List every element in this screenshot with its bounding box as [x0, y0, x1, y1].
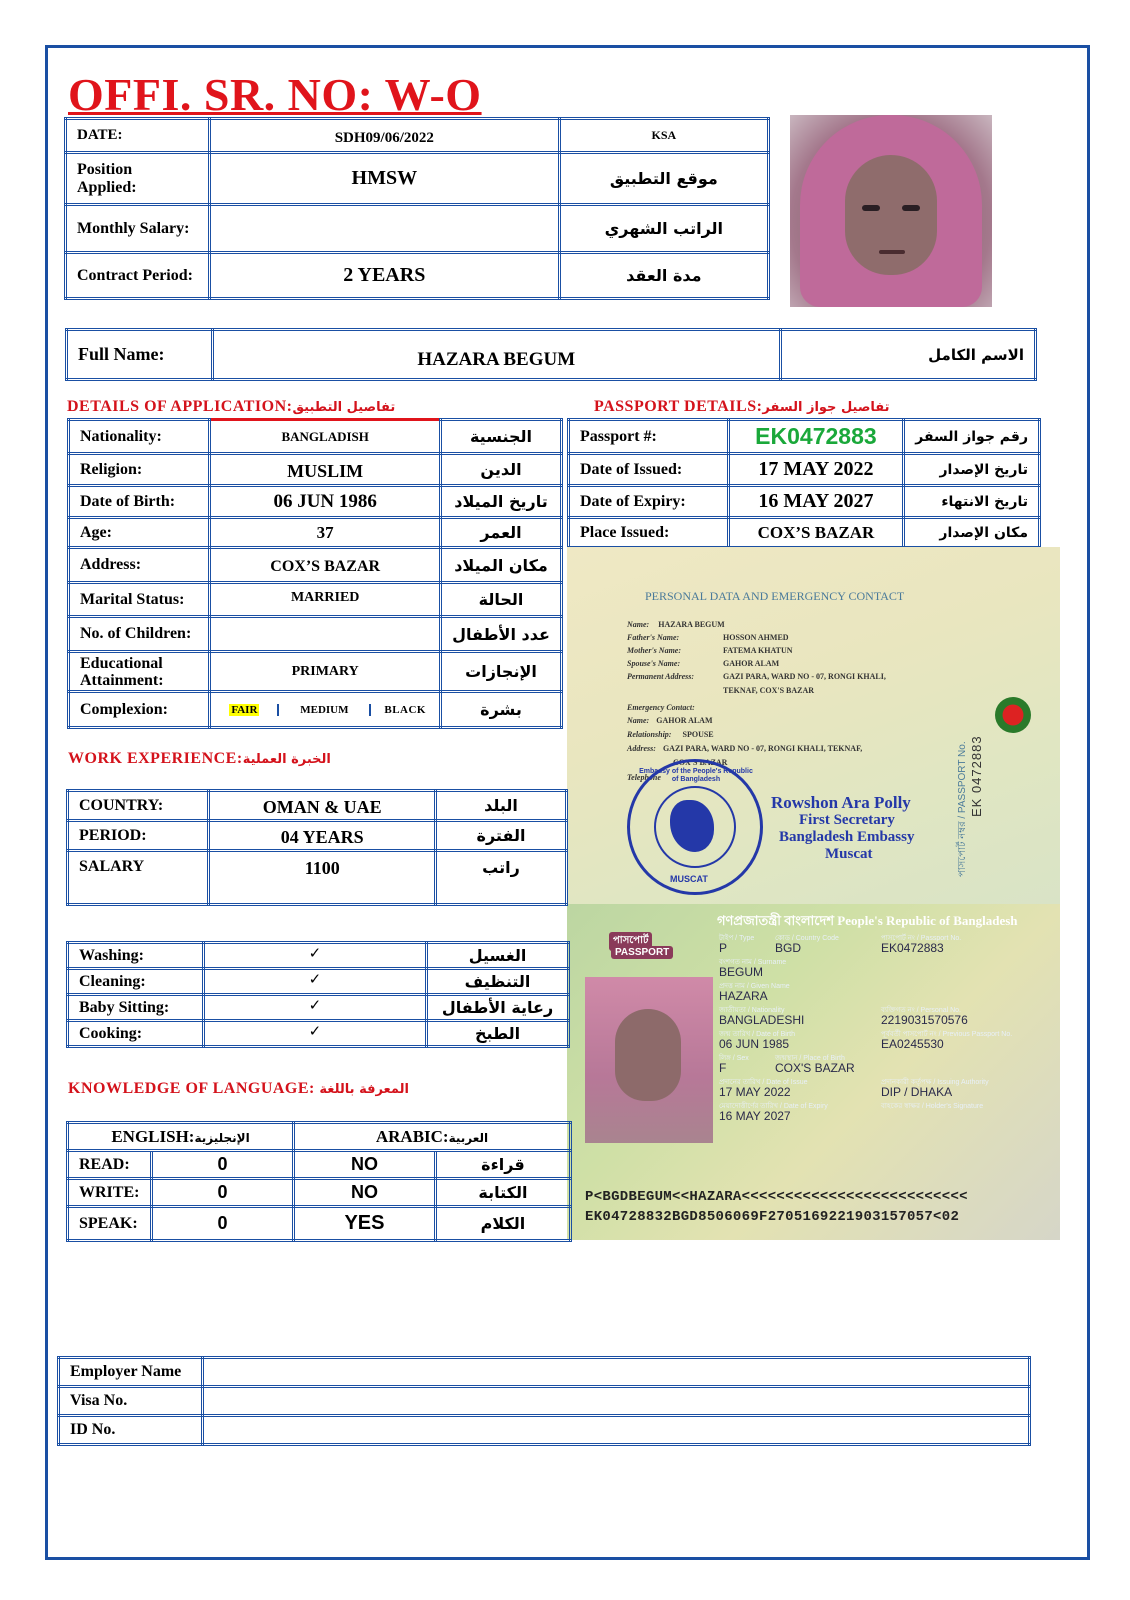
authority-label: প্রদানকারী কর্তৃপক্ষ / Issuing Authority: [881, 1079, 989, 1086]
visa-no-value: [202, 1387, 1029, 1416]
complexion-options: [210, 692, 441, 728]
photo-face: [845, 155, 937, 275]
age-value: 37: [210, 518, 441, 548]
skill-cleaning-label: Cleaning:: [68, 969, 204, 995]
signer-name: Rowshon Ara Polly: [771, 793, 911, 812]
issue-date-label: Date of Issued:: [569, 454, 729, 486]
education-value: PRIMARY: [210, 652, 441, 692]
complexion-label-ar: بشرة: [441, 692, 562, 728]
dob-scan-value: 06 JUN 1985: [719, 1037, 790, 1051]
skill-babysitting-check: ✓: [203, 995, 426, 1021]
read-arabic-value: NO: [294, 1151, 436, 1179]
salary-label: Monthly Salary:: [66, 205, 210, 253]
mrz-line-2: EK04728832BGD8506069F2705169221903157057<02: [585, 1209, 960, 1225]
speak-arabic-value: YES: [294, 1207, 436, 1241]
passport-page-title: PERSONAL DATA AND EMERGENCY CONTACT: [645, 589, 905, 603]
write-label: WRITE:: [68, 1179, 152, 1207]
signer-city: Muscat: [825, 846, 873, 862]
complexion-option-medium: MEDIUM: [279, 704, 371, 716]
type-label: টাইপ / Type: [719, 935, 755, 942]
expiry-date-value: 16 MAY 2027: [728, 486, 904, 518]
work-salary-label: SALARY: [68, 851, 209, 905]
passport-no-label: পাসপোর্ট নং / Passport No.: [881, 935, 962, 942]
place-issued-label-ar: مكان الإصدار: [904, 518, 1040, 548]
marital-label: Marital Status:: [69, 583, 210, 617]
header-table: [64, 117, 770, 300]
contract-value: 2 YEARS: [209, 253, 559, 299]
work-country-label: COUNTRY:: [68, 791, 209, 821]
religion-label-ar: الدين: [441, 454, 562, 486]
skill-cooking-label-ar: الطبخ: [427, 1021, 569, 1047]
dob-scan-label: জন্ম তারিখ / Date of Birth: [719, 1031, 795, 1038]
pp-em-name-line: Name: GAHOR ALAM: [627, 716, 713, 725]
dob-value: 06 JUN 1986: [210, 486, 441, 518]
pp-perm-line-2: TEKNAF, COX'S BAZAR: [723, 686, 815, 695]
full-name-label: Full Name:: [67, 330, 213, 380]
pp-name-line: Name: HAZARA BEGUM: [627, 620, 725, 629]
surname-label: বংশগত নাম / Surname: [719, 959, 787, 966]
sex-value: F: [719, 1061, 727, 1075]
pp-spouse-line: Spouse's Name: GAHOR ALAM: [627, 659, 780, 668]
personal-no-label: ব্যক্তিগত নং / Personal No.: [881, 1007, 962, 1014]
applicant-photo: [790, 115, 992, 307]
expiry-date-label: Date of Expiry:: [569, 486, 729, 518]
salary-value: [209, 205, 559, 253]
issue-date-value: 17 MAY 2022: [728, 454, 904, 486]
full-name-label-ar: الاسم الكامل: [780, 330, 1035, 380]
complexion-option-black: BLACK: [384, 703, 426, 716]
full-name-value: HAZARA BEGUM: [212, 330, 780, 380]
personal-no-value: 2219031570576: [881, 1013, 968, 1027]
passport-no-value: EK0472883: [881, 941, 944, 955]
write-english-value: 0: [151, 1179, 293, 1207]
work-period-label-ar: الفترة: [435, 821, 566, 851]
marital-value: MARRIED: [210, 583, 441, 617]
passport-word: PASSPORT: [611, 946, 673, 959]
doe-label: মেয়াদোত্তীর্ণের তারিখ / Date of Expiry: [719, 1103, 828, 1110]
children-value: [210, 617, 441, 652]
doe-value: 16 MAY 2027: [719, 1109, 791, 1123]
position-value: HMSW: [209, 153, 559, 205]
skill-washing-label: Washing:: [68, 943, 204, 969]
passport-photo: [585, 977, 713, 1143]
skill-cleaning-label-ar: التنظيف: [427, 969, 569, 995]
work-salary-label-ar: راتب: [435, 851, 566, 905]
employer-table: [57, 1356, 1031, 1446]
complexion-option-fair: FAIR: [211, 704, 279, 716]
write-label-ar: الكتابة: [435, 1179, 570, 1207]
nationality-scan-value: BANGLADESHI: [719, 1013, 805, 1027]
passport-number-value: EK0472883: [728, 420, 904, 454]
given-name-label: প্রদত্ত নাম / Given Name: [719, 983, 790, 990]
position-label-ar: موقع التطبيق: [559, 153, 768, 205]
work-salary-value: 1100: [209, 851, 436, 905]
doi-value: 17 MAY 2022: [719, 1085, 791, 1099]
language-table: [66, 1121, 572, 1242]
previous-passport-label: পূর্ববর্তী পাসপোর্ট নং / Previous Passport No.: [881, 1031, 1013, 1038]
work-country-label-ar: البلد: [435, 791, 566, 821]
doi-label: প্রদানের তারিখ / Date of Issue: [719, 1079, 808, 1086]
pp-mother-line: Mother's Name: FATEMA KHATUN: [627, 646, 793, 655]
visa-no-label: Visa No.: [59, 1387, 203, 1416]
sex-label: লিঙ্গ / Sex: [719, 1055, 749, 1062]
passport-details-table: [567, 418, 1041, 549]
issue-date-label-ar: تاريخ الإصدار: [904, 454, 1040, 486]
given-name-value: HAZARA: [719, 989, 768, 1003]
skill-babysitting-label: Baby Sitting:: [68, 995, 204, 1021]
skill-babysitting-label-ar: رعاية الأطفال: [427, 995, 569, 1021]
nationality-label: Nationality:: [69, 420, 210, 454]
nationality-value: BANGLADISH: [210, 420, 441, 454]
passport-number-label-ar: رقم جواز السفر: [904, 420, 1040, 454]
work-period-label: PERIOD:: [68, 821, 209, 851]
pob-label: জন্মস্থান / Place of Birth: [775, 1055, 845, 1062]
write-arabic-value: NO: [294, 1179, 436, 1207]
passport-heading: PASSPORT DETAILS:تفاصيل جواز السفر: [594, 398, 890, 415]
date-label: DATE:: [66, 119, 210, 153]
position-label: Position Applied:: [66, 153, 210, 205]
stamp-text: Embassy of the People's Republic of Bangladesh: [639, 768, 753, 783]
photo-mouth: [879, 250, 905, 254]
employer-name-label: Employer Name: [59, 1358, 203, 1387]
pp-telephone-line: Telephone: [627, 773, 661, 782]
signer-title: First Secretary: [799, 812, 895, 828]
expiry-date-label-ar: تاريخ الانتهاء: [904, 486, 1040, 518]
date-value: SDH09/06/2022: [209, 119, 559, 153]
skill-cleaning-check: ✓: [203, 969, 426, 995]
complexion-label: Complexion:: [69, 692, 210, 728]
marital-label-ar: الحالة: [441, 583, 562, 617]
destination-country: KSA: [559, 119, 768, 153]
signer-org: Bangladesh Embassy: [779, 829, 915, 845]
passport-side-label: পাসপোর্ট নম্বর / PASSPORT No.: [957, 741, 968, 877]
read-label-ar: قراءة: [435, 1151, 570, 1179]
salary-label-ar: الراتب الشهري: [559, 205, 768, 253]
application-heading: DETAILS OF APPLICATION:تفاصيل التطبيق: [67, 398, 396, 415]
photo-eye: [862, 205, 880, 211]
stamp-city: MUSCAT: [670, 874, 708, 884]
education-label: Educational Attainment:: [69, 652, 210, 692]
address-label-ar: مكان الميلاد: [441, 548, 562, 583]
pp-emergency-heading: Emergency Contact:: [627, 703, 695, 712]
application-details-table: [67, 418, 563, 729]
pp-address-line: Address: GAZI PARA, WARD NO - 07, RONGI KHALI, TEKNAF,: [627, 744, 863, 753]
skill-cooking-check: ✓: [203, 1021, 426, 1047]
english-header: ENGLISH:الإنجليزية: [68, 1123, 294, 1151]
contract-label-ar: مدة العقد: [559, 253, 768, 299]
pp-address-line-2: COX'S BAZAR: [673, 758, 728, 767]
mrz-line-1: P<BGDBEGUM<<HAZARA<<<<<<<<<<<<<<<<<<<<<<<<<<: [585, 1189, 968, 1205]
employer-name-value: [202, 1358, 1029, 1387]
place-issued-value: COX’S BAZAR: [728, 518, 904, 548]
work-experience-table: [66, 789, 568, 906]
id-no-label: ID No.: [59, 1416, 203, 1445]
religion-label: Religion:: [69, 454, 210, 486]
full-name-table: [65, 328, 1037, 381]
religion-value: MUSLIM: [210, 454, 441, 486]
surname-value: BEGUM: [719, 965, 764, 979]
read-english-value: 0: [151, 1151, 293, 1179]
passport-data-page: [567, 547, 1060, 904]
passport-photo-face: [615, 1009, 681, 1101]
id-no-value: [202, 1416, 1029, 1445]
country-code-label: কোড / Country Code: [775, 935, 839, 942]
address-label: Address:: [69, 548, 210, 583]
nationality-label-ar: الجنسية: [441, 420, 562, 454]
pp-relation-line: Relationship: SPOUSE: [627, 730, 714, 739]
work-country-value: OMAN & UAE: [209, 791, 436, 821]
contract-label: Contract Period:: [66, 253, 210, 299]
pp-perm-line: Permanent Address: GAZI PARA, WARD NO - 07, RONGI KHALI,: [627, 672, 886, 681]
authority-value: DIP / DHAKA: [881, 1085, 953, 1099]
arabic-header: ARABIC:العربية: [294, 1123, 571, 1151]
speak-label-ar: الكلام: [435, 1207, 570, 1241]
speak-english-value: 0: [151, 1207, 293, 1241]
passport-number-label: Passport #:: [569, 420, 729, 454]
skill-cooking-label: Cooking:: [68, 1021, 204, 1047]
age-label-ar: العمر: [441, 518, 562, 548]
dob-label: Date of Birth:: [69, 486, 210, 518]
speak-label: SPEAK:: [68, 1207, 152, 1241]
embassy-stamp: [627, 759, 763, 895]
dob-label-ar: تاريخ الميلاد: [441, 486, 562, 518]
office-serial-number: OFFI. SR. NO: W-O: [68, 69, 482, 120]
age-label: Age:: [69, 518, 210, 548]
children-label-ar: عدد الأطفال: [441, 617, 562, 652]
passport-scan: [567, 547, 1060, 1240]
country-code-value: BGD: [775, 941, 802, 955]
skill-washing-check: ✓: [203, 943, 426, 969]
passport-side-number: EK 0472883: [969, 735, 984, 817]
nationality-scan-label: জাতীয়তা / Nationality: [719, 1007, 785, 1014]
read-label: READ:: [68, 1151, 152, 1179]
children-label: No. of Children:: [69, 617, 210, 652]
bangladesh-emblem-icon: [995, 697, 1031, 733]
passport-word-bn: পাসপোর্ট: [609, 932, 652, 951]
pp-father-line: Father's Name: HOSSON AHMED: [627, 633, 789, 642]
skill-washing-label-ar: الغسيل: [427, 943, 569, 969]
place-issued-label: Place Issued:: [569, 518, 729, 548]
pob-value: COX'S BAZAR: [775, 1061, 855, 1075]
work-heading: WORK EXPERIENCE:الخبرة العملية: [68, 750, 331, 767]
holder-signature-label: বাহকের স্বাক্ষর / Holder's Signature: [881, 1103, 984, 1110]
previous-passport-value: EA0245530: [881, 1037, 944, 1051]
language-heading: KNOWLEDGE OF LANGUAGE: المعرفة باللغة: [68, 1080, 409, 1097]
type-value: P: [719, 941, 728, 955]
work-period-value: 04 YEARS: [209, 821, 436, 851]
education-label-ar: الإنجازات: [441, 652, 562, 692]
skills-table: [66, 941, 570, 1048]
address-value: COX’S BAZAR: [210, 548, 441, 583]
bio-header: গণপ্রজাতন্ত্রী বাংলাদেশ People's Republic of Bangladesh: [717, 913, 1018, 928]
photo-eye: [902, 205, 920, 211]
